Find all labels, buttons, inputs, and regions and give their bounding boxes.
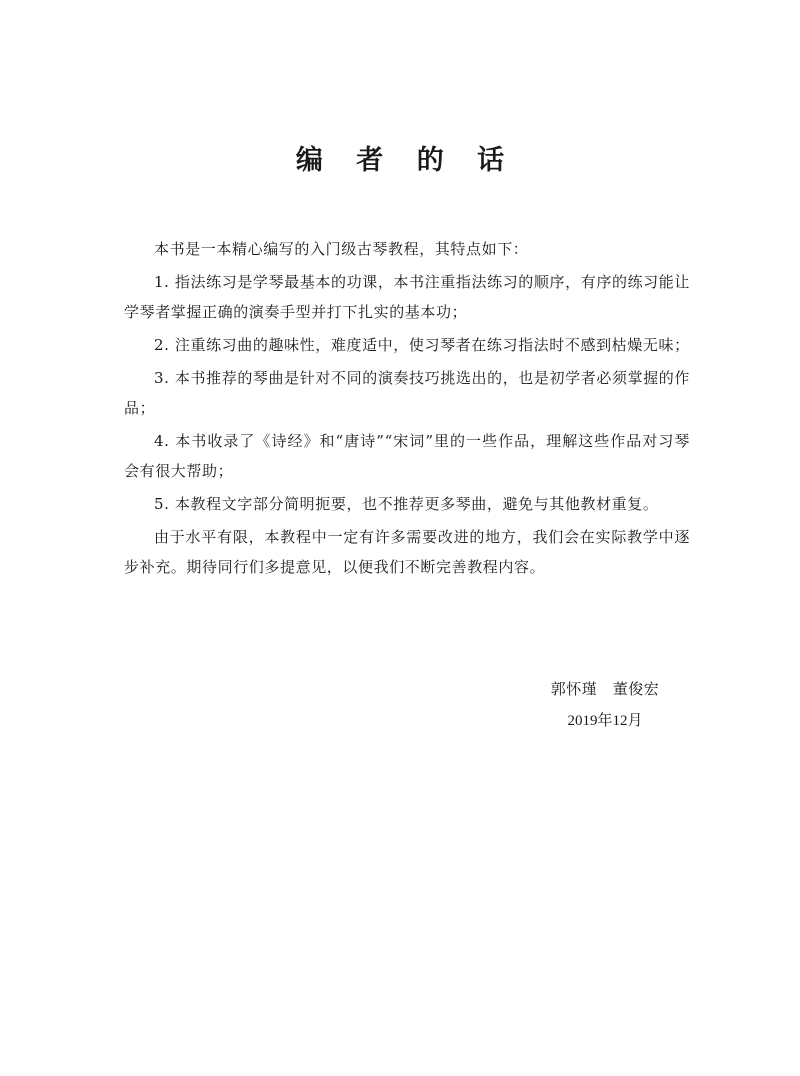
page-title: 编 者 的 话 — [295, 145, 517, 176]
author-names: 郭怀瑾 董俊宏 — [550, 680, 660, 698]
paragraph-intro: 本书是一本精心编写的入门级古琴教程，其特点如下： — [154, 240, 529, 258]
paragraph-point-5: 5. 本教程文字部分简明扼要，也不推荐更多琴曲，避免与其他教材重复。 — [154, 495, 659, 513]
signature-date: 2019年12月 — [567, 713, 643, 729]
paragraph-point-1: 1. 指法练习是学琴最基本的功课，本书注重指法练习的顺序，有序的练习能让学琴者掌握正确的演奏手型并打下扎实的基本功； — [124, 273, 690, 321]
signature-block — [520, 674, 690, 736]
paragraph-closing: 由于水平有限，本教程中一定有许多需要改进的地方，我们会在实际教学中逐步补充。期待同行们多提意见，以便我们不断完善教程内容。 — [124, 528, 690, 576]
paragraph-point-4: 4. 本书收录了《诗经》和“唐诗”“宋词”里的一些作品，理解这些作品对习琴会有很大帮助； — [124, 432, 690, 480]
paragraph-point-2: 2. 注重练习曲的趣味性，难度适中，使习琴者在练习指法时不感到枯燥无味； — [154, 336, 690, 354]
paragraph-point-3: 3. 本书推荐的琴曲是针对不同的演奏技巧挑选出的，也是初学者必须掌握的作品； — [124, 369, 690, 417]
preface-body — [124, 234, 690, 585]
